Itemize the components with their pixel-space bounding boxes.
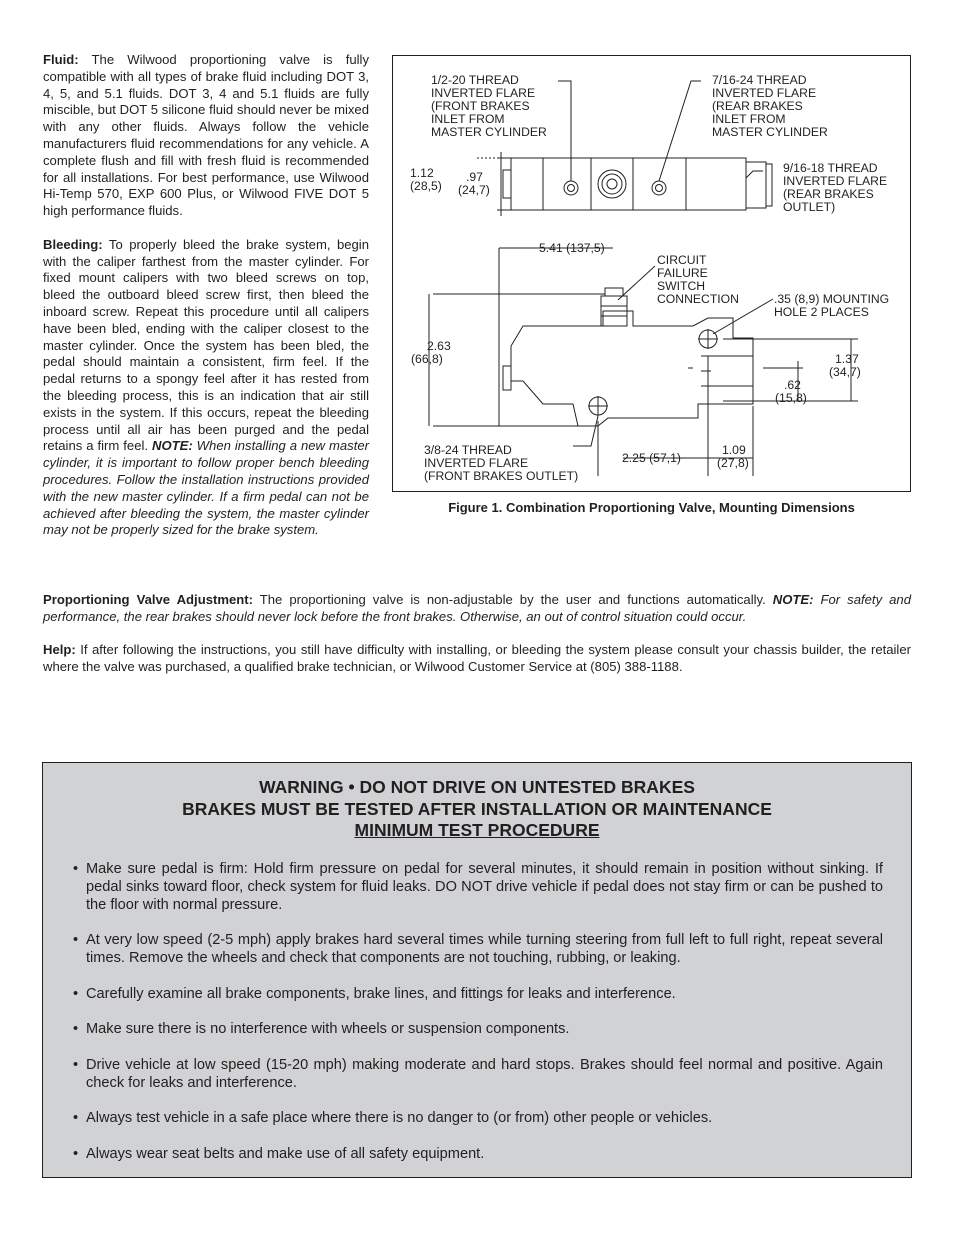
adjustment-text: The proportioning valve is non-adjustable by the user and functions automatically. [252, 592, 773, 607]
label-rear-outlet-l3: (REAR BRAKES [783, 187, 874, 201]
warning-title-line2: BRAKES MUST BE TESTED AFTER INSTALLATION OR MAINTENANCE [182, 798, 772, 819]
valve-side-view [511, 311, 753, 426]
warning-box [42, 762, 912, 1178]
list-item [73, 1110, 883, 1128]
fluid-paragraph [43, 52, 369, 220]
list-item [73, 1021, 883, 1039]
label-front-inlet-l4: INLET FROM [431, 112, 505, 126]
list-item [73, 1057, 883, 1093]
bullet-text: Always test vehicle in a safe place where there is no danger to (or from) other people or vehicles. [86, 1110, 713, 1127]
label-switch-l4: CONNECTION [657, 292, 739, 306]
label-rear-inlet-l3: (REAR BRAKES [712, 99, 803, 113]
bullet-text: Carefully examine all brake components, brake lines, and fittings for leaks and interference. [86, 985, 676, 1002]
label-front-inlet-l1: 1/2-20 THREAD [431, 73, 519, 87]
bullet-text: Make sure there is no interference with wheels or suspension components. [86, 1021, 570, 1038]
dim-109-mm: (27,8) [717, 456, 749, 470]
bullet-mark: • [73, 1021, 79, 1038]
label-front-outlet-l1: 3/8-24 THREAD [424, 443, 512, 457]
list-item [73, 861, 883, 914]
test-procedure-list [73, 861, 883, 1164]
rear-outlet-fitting-top [746, 162, 766, 208]
front-inlet-port [564, 181, 578, 195]
label-front-inlet-l2: INVERTED FLARE [431, 86, 536, 100]
figure-caption: Figure 1. Combination Proportioning Valve, Mounting Dimensions [448, 500, 855, 515]
bleeding-paragraph [43, 237, 369, 539]
list-item [73, 1146, 883, 1164]
help-text: If after following the instructions, you still have difficulty with installing, or bleeding the system please consult your chassis builder, the retailer where the valve was purchased, a qualified brake technician, or Wilwood Customer Service at (805) 388-1188. [43, 642, 911, 674]
label-rear-outlet-l2: INVERTED FLARE [783, 174, 888, 188]
adjustment-note-text: For safety and performance, the rear brakes should never lock before the front brakes. Otherwise, an out of control situation could occur. [43, 592, 911, 624]
label-rear-outlet-l1: 9/16-18 THREAD [783, 161, 878, 175]
left-column [43, 52, 369, 556]
label-mounting-l2: HOLE 2 PLACES [774, 305, 869, 319]
bleeding-note-label: NOTE: [151, 438, 193, 454]
label-front-inlet-l5: MASTER CYLINDER [431, 125, 547, 139]
warning-title-line3-text: MINIMUM TEST PROCEDURE [354, 820, 600, 840]
label-mounting-l1: .35 (8,9) MOUNTING [774, 292, 890, 306]
dim-97: .97 [466, 170, 483, 184]
dim-112-mm: (28,5) [410, 179, 442, 193]
label-switch-l1: CIRCUIT [657, 253, 707, 267]
dim-112: 1.12 [410, 166, 434, 180]
fluid-label: Fluid: [43, 52, 79, 67]
label-rear-inlet-l4: INLET FROM [712, 112, 786, 126]
figure-frame [392, 55, 911, 492]
dim-62: .62 [784, 378, 801, 392]
dim-109: 1.09 [722, 443, 746, 457]
valve-top-view [511, 158, 746, 210]
bullet-text: Drive vehicle at low speed (15-20 mph) making moderate and hard stops. Brakes should feel normal and positive. Again check for leaks and interference. [86, 1056, 883, 1091]
rear-inlet-port [652, 181, 666, 195]
bullet-mark: • [73, 1145, 79, 1162]
fluid-text: The Wilwood proportioning valve is fully compatible with all types of brake fluid including DOT 3, 4, 5, and 5.1 fluids. DOT 3, 4 and 5.1 fluids are fully miscible, but DOT 5 silicone fluid should never be mixed with any other fluids. Always follow the vehicle manufacturers fluid recommendations for any vehicle. A complete flush and fill with fresh fluid is recommended for all installations. For best performance, use Wilwood Hi-Temp 570, EXP 600 Plus, or Wilwood FIVE DOT 5 high performance fluids. [43, 52, 369, 219]
help-label: Help: [43, 642, 76, 657]
adjustment-paragraph [43, 592, 911, 626]
dim-137-mm: (34,7) [829, 365, 861, 379]
bullet-mark: • [73, 985, 79, 1002]
bullet-text: Make sure pedal is firm: Hold firm pressure on pedal for several minutes, it should remain in position without sinking. If pedal sinks toward floor, check system for fluid leaks. DO NOT drive vehicle if pedal does not stay firm or can be pushed to the floor with normal pressure. [86, 861, 883, 913]
label-rear-inlet-l1: 7/16-24 THREAD [712, 73, 807, 87]
dim-62-mm: (15,8) [775, 391, 807, 405]
adjustment-label: Proportioning Valve Adjustment: [43, 592, 253, 607]
list-item [73, 932, 883, 968]
label-front-inlet-l3: (FRONT BRAKES [431, 99, 530, 113]
bleeding-label: Bleeding: [43, 236, 103, 252]
list-item [73, 986, 883, 1004]
label-switch-l2: FAILURE [657, 266, 708, 280]
dim-263-mm: (66,8) [411, 352, 443, 366]
bleeding-note-text: When installing a new master cylinder, it is important to follow proper bench bleeding procedures. Follow the installation instructions provided with the new master cylinder. If a firm pedal can not be achieved after bleeding the system, the master cylinder may not be properly sized for the brake system. [43, 438, 369, 538]
label-front-outlet-l2: INVERTED FLARE [424, 456, 529, 470]
label-front-outlet-l3: (FRONT BRAKES OUTLET) [424, 469, 579, 483]
adjustment-note-label: NOTE: [772, 592, 814, 607]
valve-drawing [393, 56, 912, 493]
dim-225: 2.25 (57,1) [622, 451, 681, 465]
dim-541: 5.41 (137,5) [539, 241, 605, 255]
bullet-mark: • [73, 1110, 79, 1127]
bullet-mark: • [73, 861, 79, 877]
dim-263: 2.63 [427, 339, 451, 353]
dim-97-mm: (24,7) [458, 183, 490, 197]
bullet-mark: • [73, 932, 79, 949]
help-paragraph [43, 642, 911, 676]
dim-137: 1.37 [835, 352, 859, 366]
warning-title-line3 [43, 820, 911, 842]
label-rear-outlet-l4: OUTLET) [783, 200, 836, 214]
label-switch-l3: SWITCH [657, 279, 706, 293]
bullet-text: At very low speed (2-5 mph) apply brakes hard several times while turning steering from full left to full right, repeat several times. Remove the wheels and check that components are not touching, rubbing, or leaking. [86, 932, 883, 966]
label-rear-inlet-l5: MASTER CYLINDER [712, 125, 828, 139]
warning-title-line1: WARNING • DO NOT DRIVE ON UNTESTED BRAKES [259, 777, 695, 797]
warning-heading [43, 777, 911, 842]
bullet-text: Always wear seat belts and make use of all safety equipment. [86, 1145, 485, 1162]
bleeding-text: To properly bleed the brake system, begin with the caliper farthest from the master cylinder. For fixed mount calipers with two bleed screws on top, bleed the outboard bleed screw first, then bleed the inboard screw. Repeat this procedure until all calipers have been bled, ending with the caliper closest to the master cylinder. Once the system has been bled, the pedal should maintain a consistent, firm feel. If the pedal returns to a spongy feel after it has rested from the bleeding process, this is an indication that air still exists in the system. If this occurs, repeat the bleeding process until all air has been purged and the pedal retains a firm feel. [43, 236, 369, 454]
label-rear-inlet-l2: INVERTED FLARE [712, 86, 817, 100]
bullet-mark: • [73, 1056, 79, 1073]
